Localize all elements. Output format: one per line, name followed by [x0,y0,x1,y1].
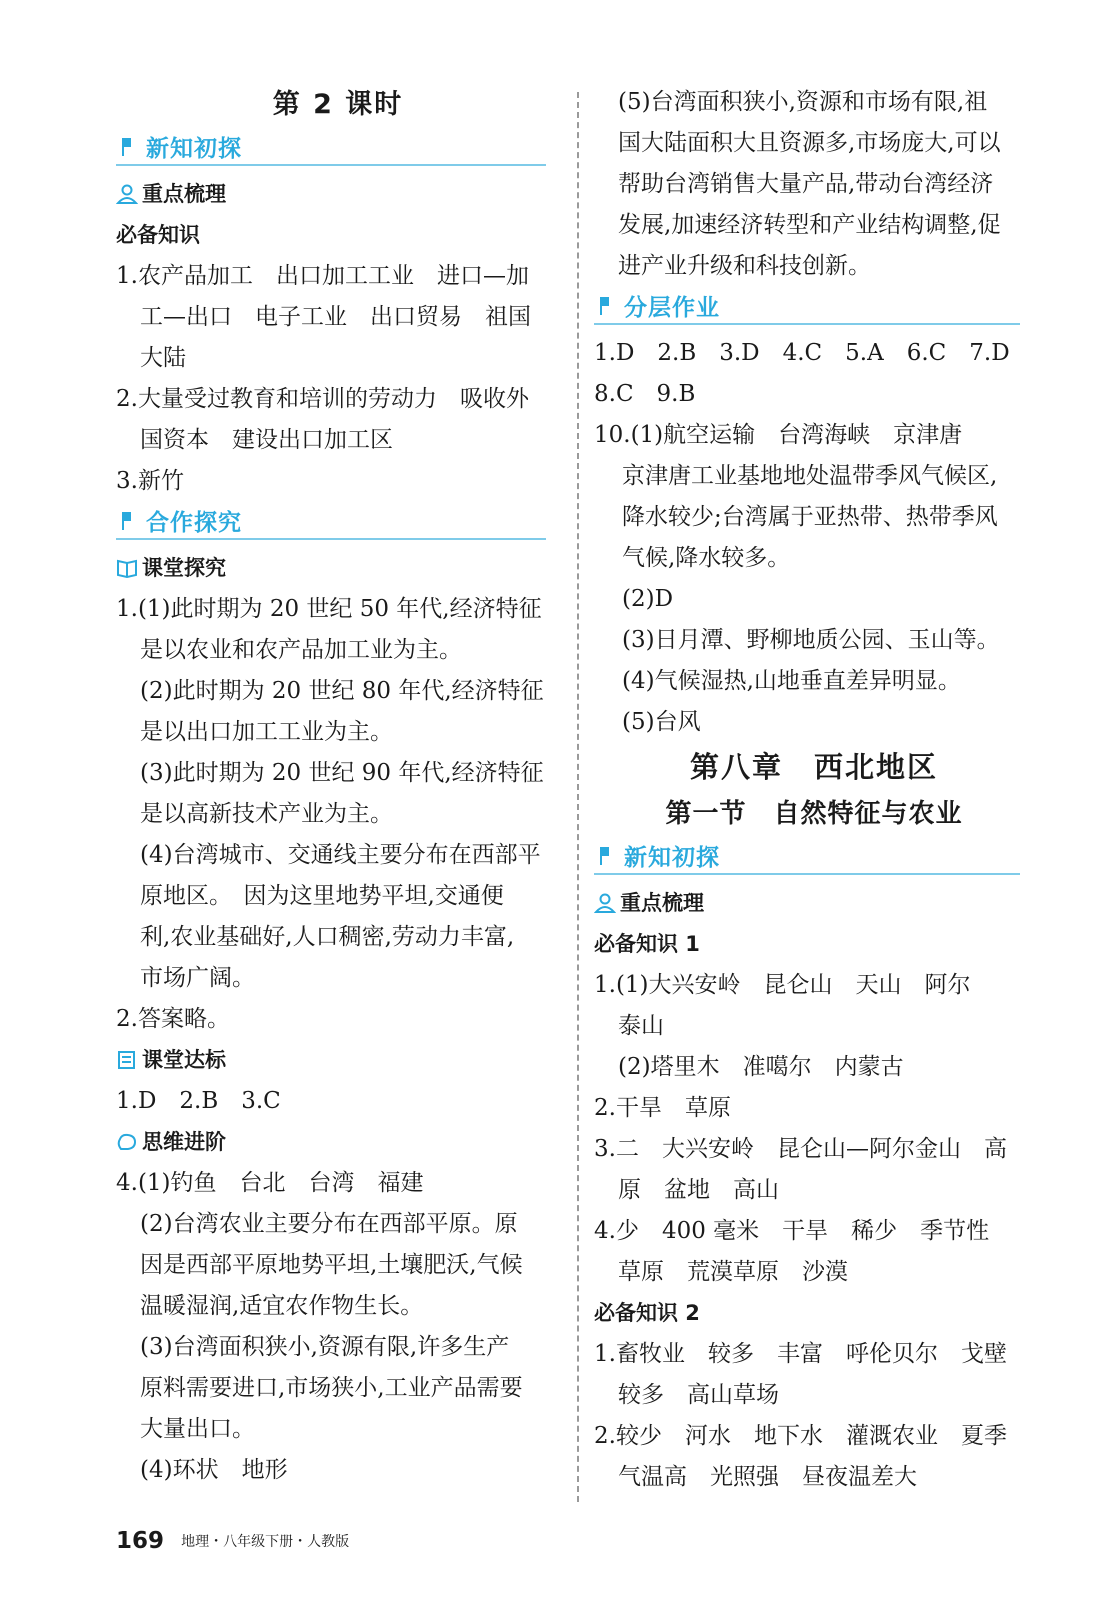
text-line: 草原 荒漠草原 沙漠 [618,1259,848,1285]
label-required-knowledge: 必备知识 [116,223,200,247]
banner-underline [594,323,1020,325]
text-line: (3)此时期为 20 世纪 90 年代,经济特征 [140,760,544,786]
text-line: 温暖湿润,适宜农作物生长。 [140,1293,424,1319]
text-line: (5)台湾面积狭小,资源和市场有限,祖 [618,89,988,115]
label-required-knowledge-1: 必备知识 1 [594,932,700,956]
text-line: 气候,降水较多。 [622,545,791,571]
text-line: 3.二 大兴安岭 昆仑山—阿尔金山 高 [594,1136,1007,1162]
text-line: 利,农业基础好,人口稠密,劳动力丰富, [140,924,515,950]
person-icon [594,893,616,913]
text-line: (4)气候湿热,山地垂直差异明显。 [622,668,961,694]
banner-underline [116,164,546,166]
text-line: 帮助台湾销售大量产品,带动台湾经济 [618,171,994,197]
text-line: 8.C 9.B [594,381,696,407]
text-line: (2)塔里木 准噶尔 内蒙古 [618,1054,904,1080]
left-column [116,82,560,1491]
banner-underline [594,873,1020,875]
text-line: (4)台湾城市、交通线主要分布在西部平 [140,842,541,868]
book-icon [116,558,138,578]
text-line: 大量出口。 [140,1416,255,1442]
banner-underline [116,538,546,540]
text-line: 工—出口 电子工业 出口贸易 祖国 [140,304,531,330]
section-title: 第一节 自然特征与农业 [665,799,963,829]
banner-flag-icon [598,295,616,317]
text-line: 1.(1)大兴安岭 昆仑山 天山 阿尔 [594,972,971,998]
text-line: 原地区。 因为这里地势平坦,交通便 [140,883,504,909]
subheading-thinking: 思维进阶 [116,1122,560,1163]
text-line: 2.答案略。 [116,1006,230,1032]
text-line: 2.较少 河水 地下水 灌溉农业 夏季 [594,1423,1007,1449]
text-line: 2.干旱 草原 [594,1095,731,1121]
text-line: 发展,加速经济转型和产业结构调整,促 [618,212,1001,238]
text-line: 气温高 光照强 昼夜温差大 [618,1464,917,1490]
text-line: (2)台湾农业主要分布在西部平原。原 [140,1211,518,1237]
page-number: 169 [116,1528,165,1554]
subheading-key-points-2: 重点梳理 [594,883,1034,924]
text-line: 是以出口加工工业为主。 [140,719,393,745]
subheading-class-explore: 课堂探究 [116,548,560,589]
page-footer [116,1528,349,1558]
brain-icon [116,1132,138,1152]
subheading-key-points: 重点梳理 [116,174,560,215]
text-line: (4)环状 地形 [140,1457,288,1483]
text-line: 市场广阔。 [140,965,255,991]
label-required-knowledge-2: 必备知识 2 [594,1301,700,1325]
text-line: (2)此时期为 20 世纪 80 年代,经济特征 [140,678,544,704]
text-line: 1.畜牧业 较多 丰富 呼伦贝尔 戈壁 [594,1341,1007,1367]
text-line: 大陆 [140,345,186,371]
banner-label: 新知初探 [624,845,720,871]
banner-flag-icon [120,510,138,532]
text-line: 2.大量受过教育和培训的劳动力 吸收外 [116,386,529,412]
banner-new-knowledge [116,128,560,172]
text-line: 原 盆地 高山 [618,1177,779,1203]
checklist-icon [116,1050,138,1070]
book-info: 地理・八年级下册・人教版 [181,1534,350,1550]
banner-layered-homework [594,287,1034,331]
text-line: 较多 高山草场 [618,1382,779,1408]
lesson-title: 第 2 课时 [272,89,404,120]
text-line: 1.(1)此时期为 20 世纪 50 年代,经济特征 [116,596,542,622]
banner-label: 合作探究 [146,510,242,536]
text-line: (5)台风 [622,709,701,735]
banner-label: 新知初探 [146,136,242,162]
text-line: 3.新竹 [116,468,184,494]
text-line: 是以高新技术产业为主。 [140,801,393,827]
text-line: 进产业升级和科技创新。 [618,253,871,279]
banner-flag-icon [598,845,616,867]
chapter-title: 第八章 西北地区 [689,750,938,784]
text-line: (3)台湾面积狭小,资源有限,许多生产 [140,1334,510,1360]
subheading-class-target: 课堂达标 [116,1040,560,1081]
text-line: (2)D [622,586,674,612]
person-icon [116,184,138,204]
text-line: 国资本 建设出口加工区 [140,427,393,453]
text-line: (3)日月潭、野柳地质公园、玉山等。 [622,627,1000,653]
text-line: 因是西部平原地势平坦,土壤肥沃,气候 [140,1252,523,1278]
text-line: 10.(1)航空运输 台湾海峡 京津唐 [594,422,963,448]
text-line: 1.D 2.B 3.D 4.C 5.A 6.C 7.D [594,340,1010,366]
text-line: 1.农产品加工 出口加工工业 进口—加 [116,263,529,289]
column-divider [577,92,579,1502]
text-line: 京津唐工业基地地处温带季风气候区, [622,463,998,489]
text-line: 国大陆面积大且资源多,市场庞大,可以 [618,130,1001,156]
right-column [594,82,1034,1498]
banner-flag-icon [120,136,138,158]
banner-cooperation [116,502,560,546]
banner-new-knowledge-2 [594,837,1034,881]
text-line: 4.(1)钓鱼 台北 台湾 福建 [116,1170,424,1196]
banner-label: 分层作业 [624,295,720,321]
text-line: 是以农业和农产品加工业为主。 [140,637,462,663]
text-line: 原料需要进口,市场狭小,工业产品需要 [140,1375,523,1401]
text-line: 泰山 [618,1013,664,1039]
text-line: 降水较少;台湾属于亚热带、热带季风 [622,504,998,530]
text-line: 1.D 2.B 3.C [116,1088,281,1114]
text-line: 4.少 400 毫米 干旱 稀少 季节性 [594,1218,990,1244]
